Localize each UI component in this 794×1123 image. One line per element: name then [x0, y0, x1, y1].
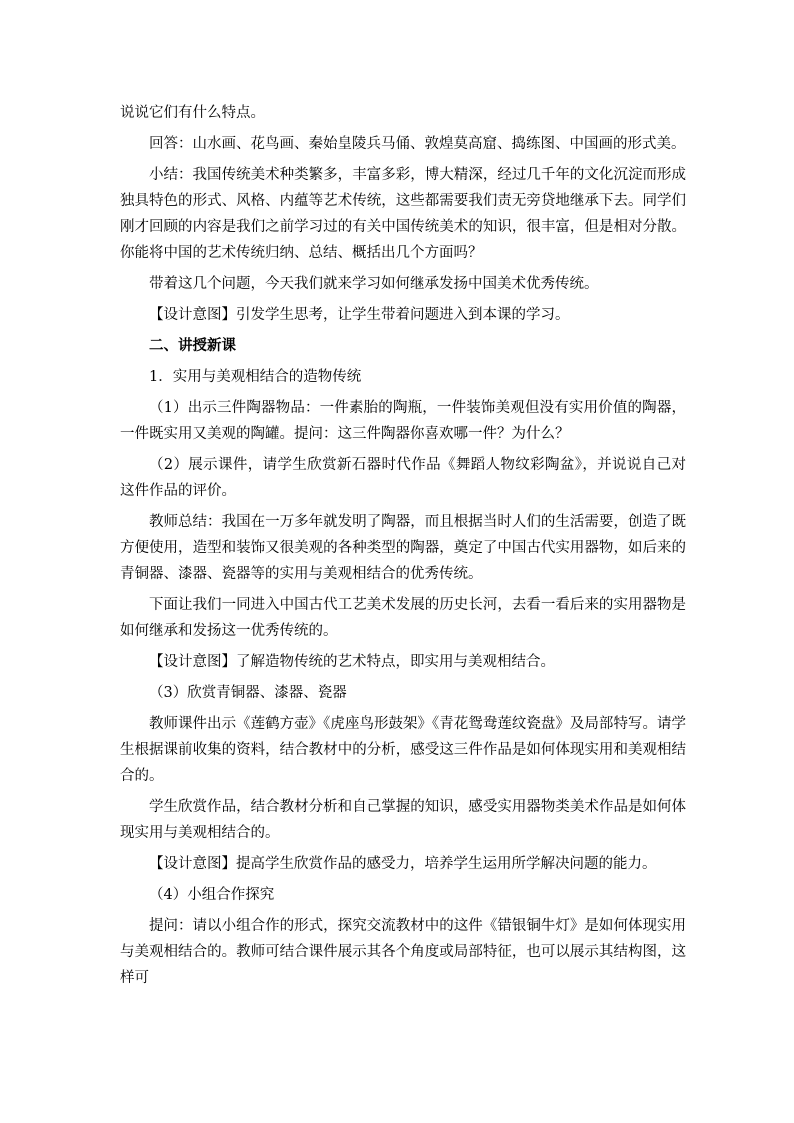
- paragraph-1: 说说它们有什么特点。: [120, 105, 265, 121]
- paragraph-2: 回答：山水画、花鸟画、秦始皇陵兵马俑、敦煌莫高窟、捣练图、中国画的形式美。: [149, 136, 686, 152]
- paragraph-10: 教师总结：我国在一万多年就发明了陶器，而且根据当时人们的生活需要，创造了既方便使用，造型和装饰又很美观的各种类型的陶器，奠定了中国古代实用器物，如后来的青铜器、漆器、瓷器等的实用与美观相结合的优秀传统。: [120, 514, 686, 582]
- design-intent-3: 【设计意图】提高学生欣赏作品的感受力，培养学生运用所学解决问题的能力。: [149, 856, 657, 872]
- subheading-1: 1．实用与美观相结合的造物传统: [149, 369, 362, 385]
- paragraph-4: 带着这几个问题，今天我们就来学习如何继承发扬中国美术优秀传统。: [149, 276, 599, 292]
- paragraph-15: 学生欣赏作品，结合教材分析和自己掌握的知识，感受实用器物类美术作品是如何体现实用与美观相结合的。: [120, 799, 686, 841]
- paragraph-13: （3）欣赏青铜器、漆器、瓷器: [149, 685, 347, 701]
- paragraph-9: （2）展示课件，请学生欣赏新石器时代作品《舞蹈人物纹彩陶盆》，并说说自己对这件作品的评价。: [120, 457, 686, 499]
- paragraph-14: 教师课件出示《莲鹤方壶》《虎座鸟形鼓架》《青花鸳鸯莲纹瓷盘》及局部特写。请学生根据课前收集的资料，结合教材中的分析，感受这三件作品是如何体现实用和美观相结合的。: [120, 716, 686, 784]
- paragraph-18: 提问：请以小组合作的形式，探究交流教材中的这件《错银铜牛灯》是如何体现实用与美观相结合的。教师可结合课件展示其各个角度或局部特征，也可以展示其结构图，这样可: [120, 918, 686, 986]
- design-intent-1: 【设计意图】引发学生思考，让学生带着问题进入到本课的学习。: [149, 307, 570, 323]
- paragraph-11: 下面让我们一同进入中国古代工艺美术发展的历史长河，去看一看后来的实用器物是如何继承和发扬这一优秀传统的。: [120, 597, 686, 639]
- design-intent-2: 【设计意图】了解造物传统的艺术特点，即实用与美观相结合。: [149, 654, 555, 670]
- paragraph-8: （1）出示三件陶器物品：一件素胎的陶瓶，一件装饰美观但没有实用价值的陶器，一件既实用又美观的陶罐。提问：这三件陶器你喜欢哪一件？为什么？: [120, 400, 686, 442]
- document-body: [120, 100, 686, 996]
- paragraph-3: 小结：我国传统美术种类繁多，丰富多彩，博大精深，经过几千年的文化沉淀而形成独具特色的形式、风格、内蕴等艺术传统，这些都需要我们责无旁贷地继承下去。同学们刚才回顾的内容是我们之前学习过的有关中国传统美术的知识，很丰富，但是相对分散。你能将中国的艺术传统归纳、总结、概括出几个方面吗？: [120, 167, 686, 261]
- paragraph-17: （4）小组合作探究: [149, 887, 275, 903]
- section-heading: 二、讲授新课: [149, 337, 236, 354]
